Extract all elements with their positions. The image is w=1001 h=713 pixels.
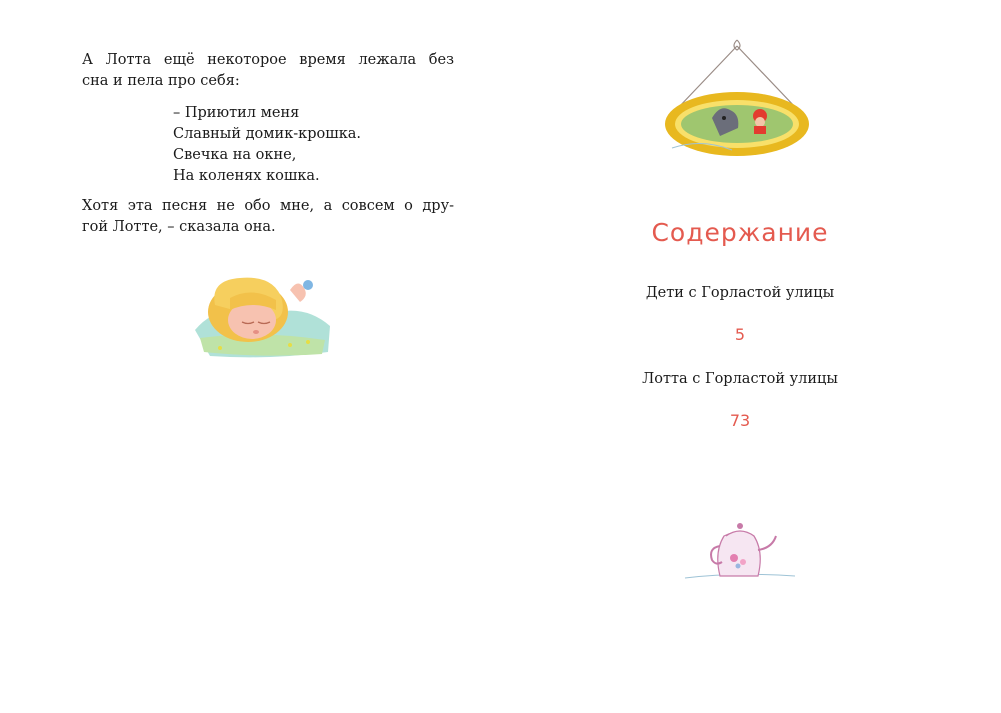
left-page bbox=[0, 0, 500, 713]
sleeping-girl-illustration bbox=[190, 260, 335, 360]
poem-line-1: – Приютил меня bbox=[173, 105, 300, 121]
toc-entry-page[interactable]: 73 bbox=[729, 411, 751, 430]
paragraph-2 bbox=[82, 196, 454, 238]
poem bbox=[173, 103, 361, 187]
paragraph-2-line-2: гой Лотте, – сказала она. bbox=[82, 219, 276, 235]
toc-entry-title[interactable]: Дети с Горластой улицы bbox=[645, 285, 835, 301]
toc-entry-page[interactable]: 5 bbox=[734, 325, 746, 344]
framed-portrait-illustration bbox=[660, 38, 815, 158]
right-page bbox=[500, 0, 1001, 713]
poem-line-3: Свечка на окне, bbox=[173, 147, 297, 163]
paragraph-1 bbox=[82, 50, 454, 92]
paragraph-2-line-1: Хотя эта песня не обо мне, а совсем о дру- bbox=[82, 198, 454, 214]
poem-line-2: Славный домик-крошка. bbox=[173, 126, 362, 142]
paragraph-1-line-1: А Лотта ещё некоторое время лежала без bbox=[82, 52, 454, 68]
toc-title: Содержание bbox=[651, 218, 829, 247]
toc-entry-title[interactable]: Лотта с Горластой улицы bbox=[642, 371, 838, 387]
poem-line-4: На коленях кошка. bbox=[173, 168, 320, 184]
teapot-illustration bbox=[680, 500, 800, 590]
paragraph-1-line-2: сна и пела про себя: bbox=[82, 73, 240, 89]
